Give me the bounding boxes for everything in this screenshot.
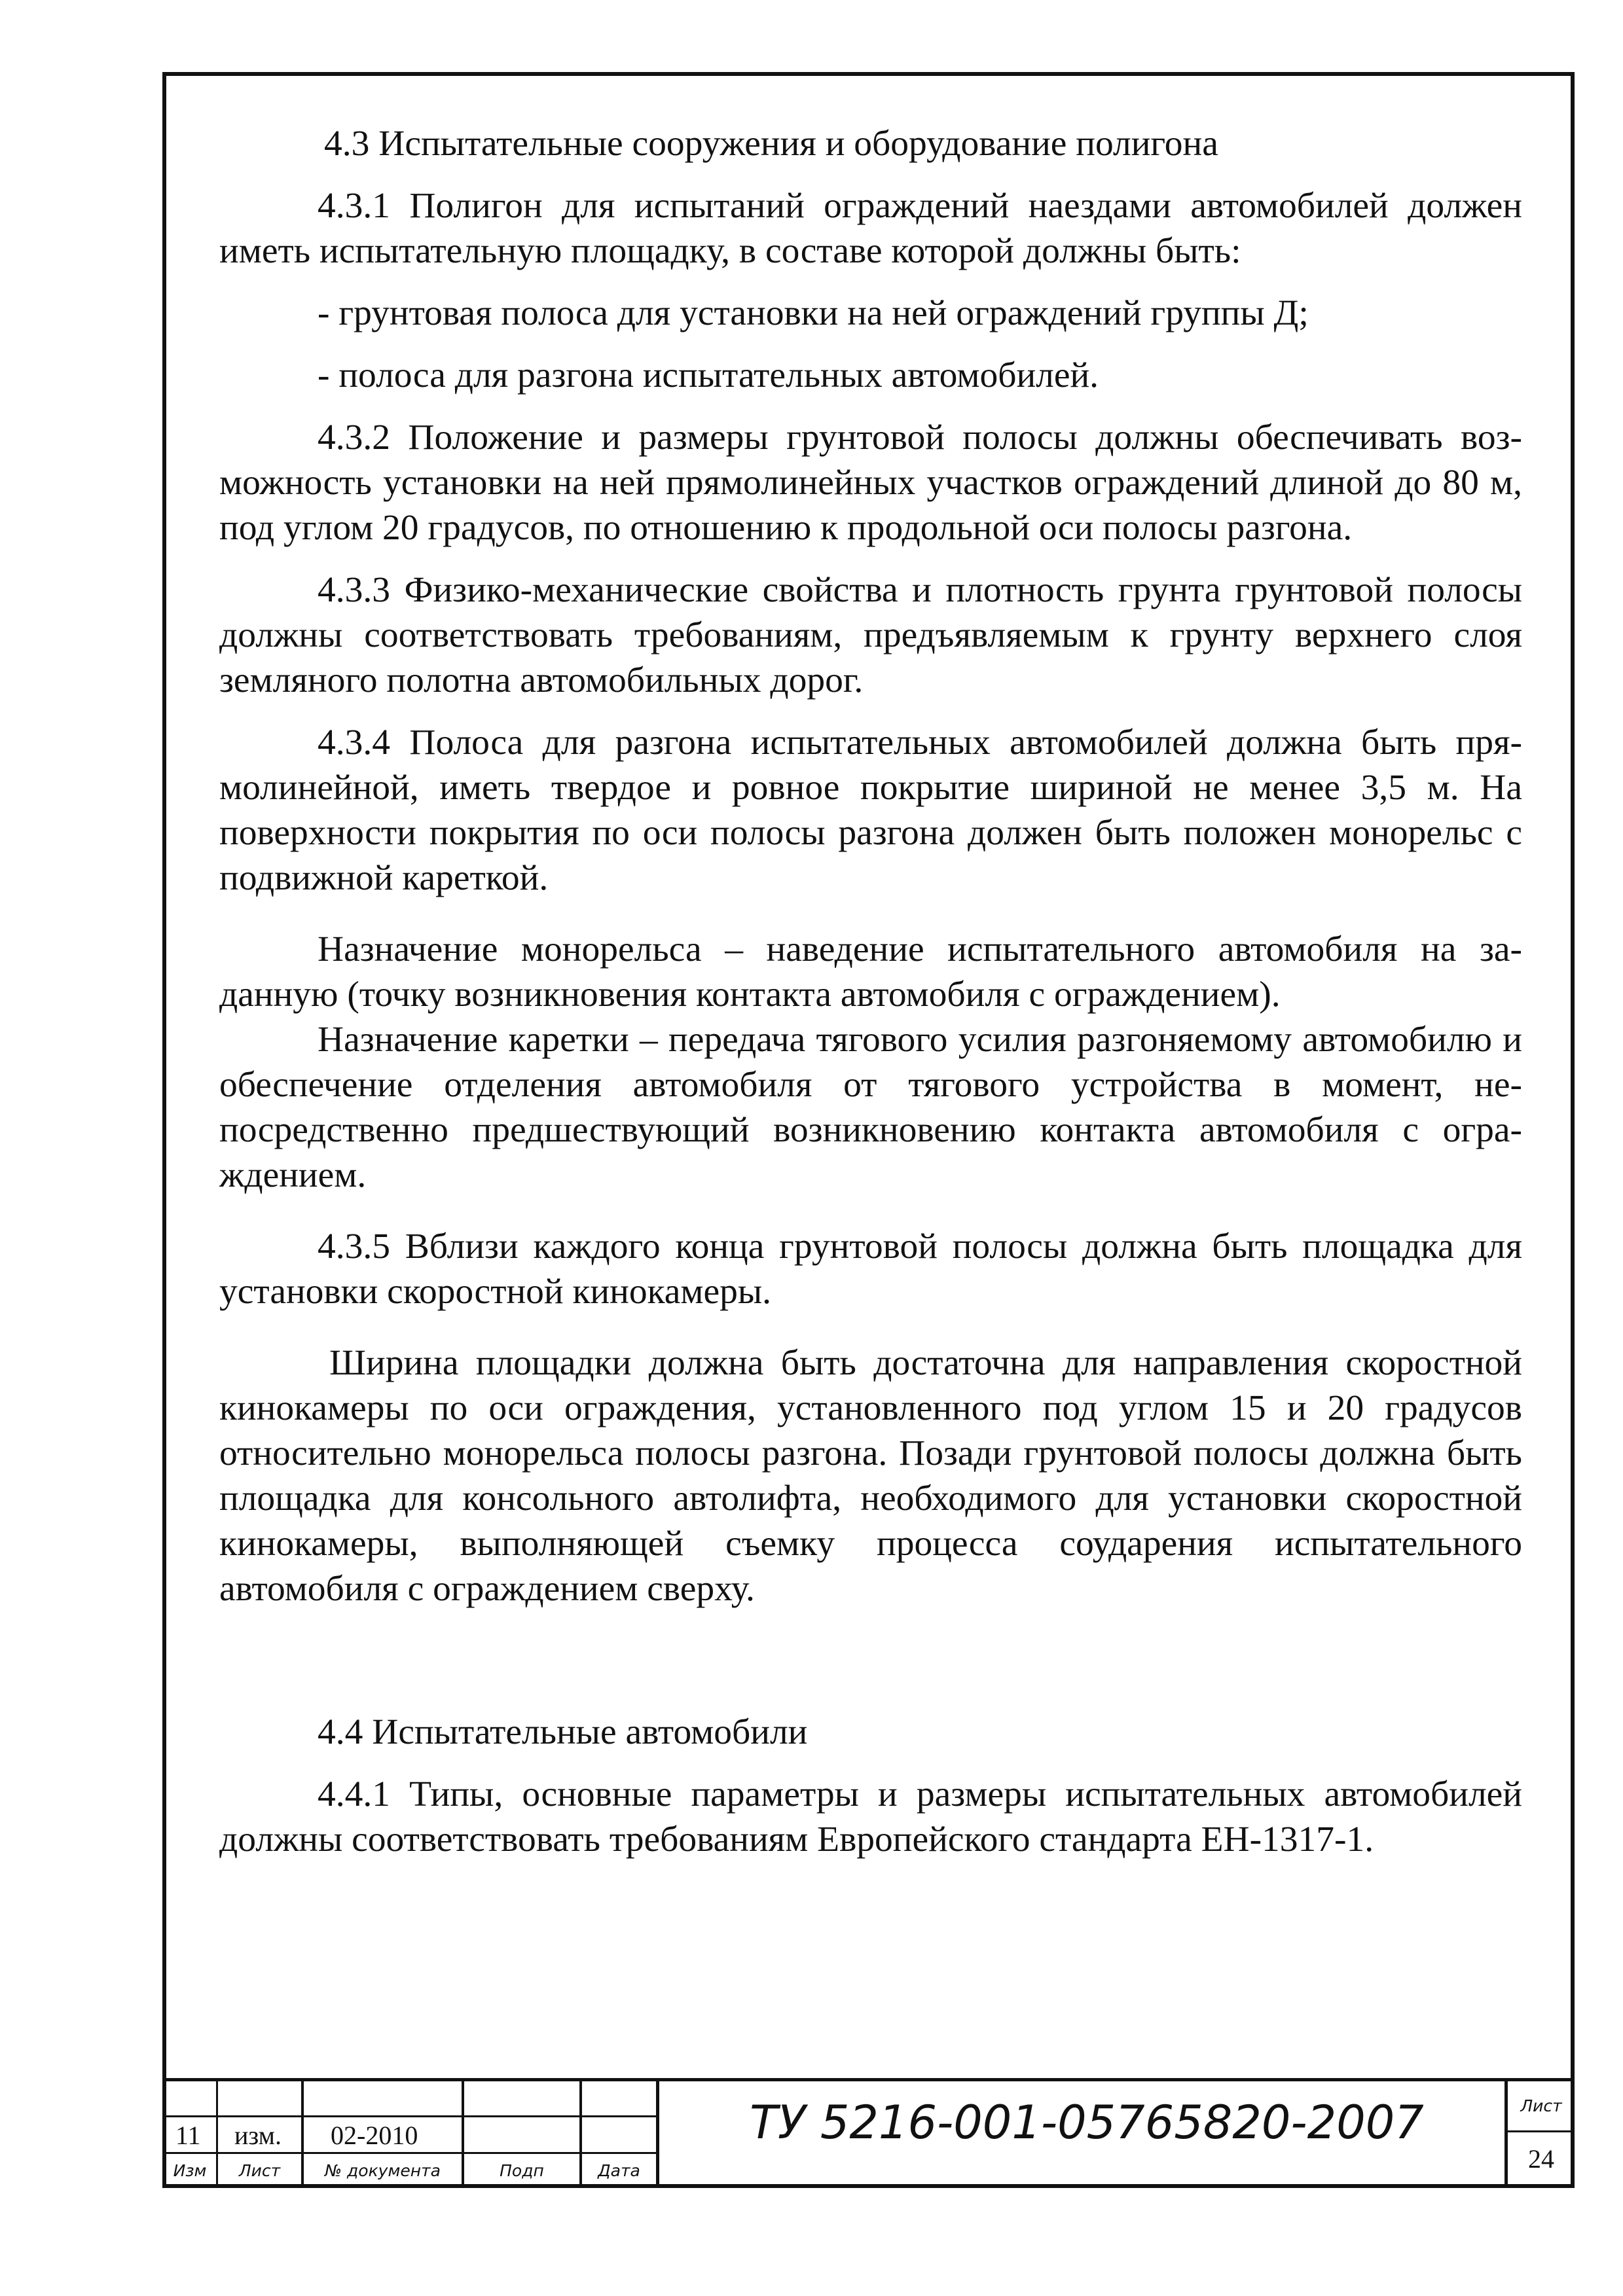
section-heading-4-4: 4.4 Испытательные автомобили xyxy=(318,1712,808,1752)
label-list: Лист xyxy=(238,2161,281,2180)
paragraph-4-3-4: 4.3.4 Полоса для разгона испытательных автомобилей должна быть прямолинейной, иметь твердое и ровное покрытие шириной не менее 3,5 м. На поверхности покрытия по оси полосы разгона должен быть положен монорельс с подвижной кареткой. xyxy=(219,723,1522,898)
change-number: 11 xyxy=(175,2120,201,2150)
paragraph-4-3-5: 4.3.5 Вблизи каждого конца грунтовой полосы должна быть площадка для установки скоростной кинокамеры. xyxy=(219,1227,1522,1312)
change-type: изм. xyxy=(234,2120,282,2150)
document-number: 02-2010 xyxy=(331,2120,418,2150)
stamp-top-line xyxy=(162,2078,1575,2081)
stamp-row-line-1 xyxy=(162,2115,658,2117)
paragraph-4-3-1: 4.3.1 Полигон для испытаний ограждений наездами автомобилей должен иметь испытательную площадку, в составе которой должны быть: xyxy=(219,186,1522,271)
stamp-row-line-2 xyxy=(162,2152,658,2154)
paragraph-4-4-1: 4.4.1 Типы, основные параметры и размеры испытательных автомобилей должны соответствовать требованиям Европейского стандарта ЕН-1317-1. xyxy=(219,1774,1522,1859)
stamp-col-line-5 xyxy=(656,2078,659,2188)
label-izm: Изм xyxy=(173,2161,207,2180)
sheet-label: Лист xyxy=(1520,2096,1562,2115)
paragraph-platform-width: Ширина площадки должна быть достаточна для направления скоростной кинокамеры по оси ограждения, установленного под углом 15 и 20 градусов относительно монорельса полосы разгона. Позади грунтовой полосы должна быть площадка для консольного автолифта, необходимого для установки скоростной кинокамеры, выполняющей съемку процесса соударения испытательного автомобиля с ограждением сверху. xyxy=(219,1343,1522,1609)
paragraph-monorail-purpose: Назначение монорельса – наведение испытательного автомобиля на заданную (точку возникновения контакта автомобиля с ограждением). xyxy=(219,929,1522,1014)
label-date: Дата xyxy=(598,2161,640,2180)
sheet-number: 24 xyxy=(1528,2144,1554,2174)
paragraph-carriage-purpose: Назначение каретки – передача тягового усилия разгоняемому автомобилю и обеспечение отделения автомобиля от тягового устройства в момент, непосредственно предшествующий возникновению контакта автомобиля с ограждением. xyxy=(219,1020,1522,1195)
label-signature: Подп xyxy=(500,2161,544,2180)
list-item-soil-strip: - грунтовая полоса для установки на ней ограждений группы Д; xyxy=(318,293,1309,333)
document-body xyxy=(219,121,1522,1862)
paragraph-4-3-2: 4.3.2 Положение и размеры грунтовой полосы должны обеспечивать возможность установки на ней прямолинейных участков ограждений длиной до 80 м, под углом 20 градусов, по отношению к продольной оси полосы разгона. xyxy=(219,418,1522,548)
section-heading-4-3: 4.3 Испытательные сооружения и оборудование полигона xyxy=(324,124,1218,164)
label-document-number: № документа xyxy=(325,2161,441,2180)
paragraph-4-3-3: 4.3.3 Физико-механические свойства и плотность грунта грунтовой полосы должны соответствовать требованиям, предъявляемым к грунту верхнего слоя земляного полотна автомобильных дорог. xyxy=(219,570,1522,700)
document-designation: ТУ 5216-001-05765820-2007 xyxy=(750,2096,1424,2149)
list-item-acceleration-strip: - полоса для разгона испытательных автомобилей. xyxy=(318,355,1099,395)
